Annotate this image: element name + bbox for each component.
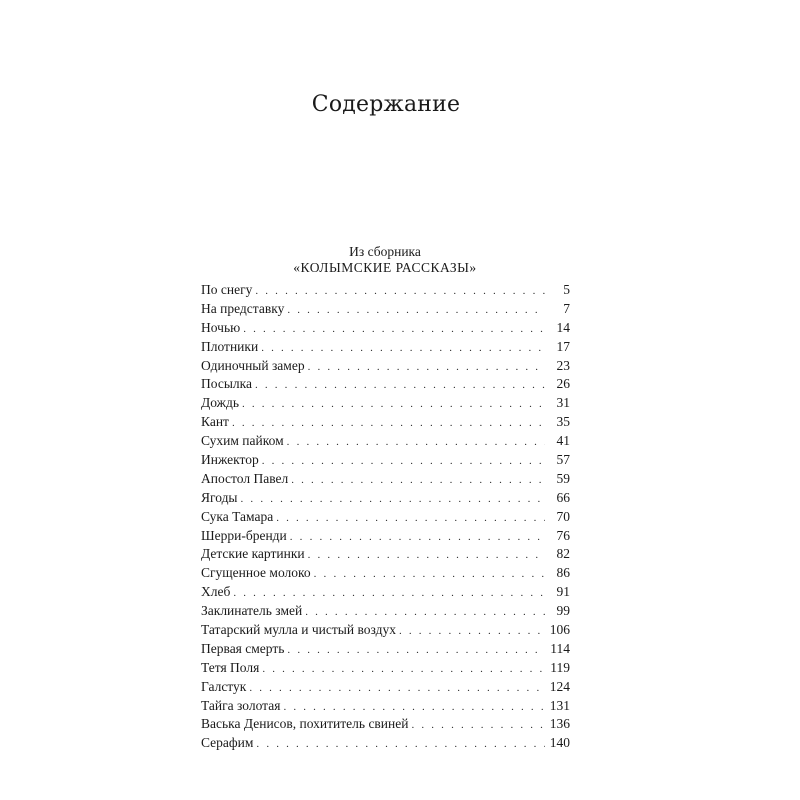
toc-entry-title: Ночью: [201, 319, 241, 335]
toc-entry-page-number: 14: [556, 319, 570, 335]
toc-entry-page-number: 41: [556, 433, 570, 449]
toc-entry-page-number: 140: [549, 735, 570, 751]
toc-entry: [201, 734, 570, 753]
toc-entry: [201, 621, 570, 640]
toc-entry-page-number: 70: [556, 508, 570, 524]
toc-dot-leader: [232, 414, 545, 433]
toc-entry: [201, 319, 570, 338]
toc-entry-title: Апостол Павел: [201, 470, 289, 486]
toc-entry: [201, 394, 570, 413]
toc-entry: [201, 489, 570, 508]
toc-dot-leader: [255, 282, 545, 301]
toc-dot-leader: [242, 395, 545, 414]
toc-entry: [201, 697, 570, 716]
toc-dot-leader: [261, 339, 545, 358]
toc-entry: [201, 451, 570, 470]
toc-entry-page-number: 82: [556, 546, 570, 562]
toc-entry-page-number: 57: [556, 452, 570, 468]
toc-entry-title: По снегу: [201, 282, 253, 297]
toc-entry-page-number: 23: [556, 357, 570, 373]
section-heading: [200, 244, 570, 276]
toc-entry: [201, 715, 570, 734]
toc-entry-page-number: 114: [550, 640, 570, 656]
toc-entry-page-number: 124: [549, 678, 570, 694]
toc-entry-page-number: 131: [549, 697, 570, 713]
toc-dot-leader: [314, 565, 545, 584]
toc-dot-leader: [308, 546, 545, 565]
toc-dot-leader: [291, 471, 545, 490]
section-intro: Из сборника: [349, 244, 421, 259]
toc-entry-title: Плотники: [201, 338, 259, 354]
toc-entry-title: Галстук: [201, 678, 247, 694]
toc-entry: [201, 300, 570, 319]
toc-dot-leader: [287, 433, 545, 452]
toc-entry-title: Хлеб: [201, 584, 231, 600]
toc-dot-leader: [290, 528, 545, 547]
toc-entry-title: На представку: [201, 300, 285, 316]
toc-entry-title: Ягоды: [201, 489, 238, 505]
toc-entry-page-number: 35: [556, 414, 570, 430]
collection-title: «КОЛЫМСКИЕ РАССКАЗЫ»: [293, 260, 477, 275]
toc-dot-leader: [308, 358, 545, 377]
toc-dot-leader: [305, 603, 545, 622]
toc-entry-title: Тетя Поля: [201, 659, 260, 675]
toc-entry-page-number: 136: [549, 716, 570, 732]
toc-dot-leader: [255, 376, 545, 395]
toc-entry: [201, 564, 570, 583]
toc-entry-title: Сука Тамара: [201, 508, 274, 524]
toc-dot-leader: [283, 698, 545, 717]
toc-entry-title: Васька Денисов, похититель свиней: [201, 716, 409, 732]
toc-entry-title: Посылка: [201, 376, 252, 392]
page-title: Содержание: [311, 92, 461, 117]
toc-entry-page-number: 59: [556, 470, 570, 486]
toc-entry-page-number: 99: [556, 603, 570, 619]
toc-entry-page-number: 17: [556, 338, 570, 354]
toc-entry: [201, 413, 570, 432]
toc-entry-page-number: 5: [563, 282, 570, 297]
toc-entry-title: Одиночный замер: [201, 357, 305, 373]
toc-entry-title: Первая смерть: [201, 640, 285, 656]
toc-entry-title: Шерри-бренди: [201, 527, 287, 543]
toc-dot-leader: [411, 716, 545, 735]
toc-entry-title: Тайга золотая: [201, 697, 281, 713]
table-of-contents: [201, 281, 570, 753]
toc-entry-title: Татарский мулла и чистый воздух: [201, 622, 396, 638]
toc-entry-page-number: 91: [556, 584, 570, 600]
toc-entry-page-number: 119: [550, 659, 570, 675]
toc-entry: [201, 545, 570, 564]
toc-entry: [201, 640, 570, 659]
toc-dot-leader: [243, 320, 545, 339]
toc-entry: [201, 470, 570, 489]
toc-entry: [201, 602, 570, 621]
toc-dot-leader: [399, 622, 545, 641]
toc-dot-leader: [276, 509, 545, 528]
toc-entry-page-number: 66: [556, 489, 570, 505]
toc-entry: [201, 583, 570, 602]
toc-entry-page-number: 86: [556, 565, 570, 581]
toc-entry: [201, 678, 570, 697]
toc-entry-title: Серафим: [201, 735, 254, 751]
toc-entry-title: Детские картинки: [201, 546, 305, 562]
toc-entry: [201, 432, 570, 451]
toc-dot-leader: [256, 735, 545, 754]
toc-entry: [201, 508, 570, 527]
toc-entry: [201, 527, 570, 546]
toc-dot-leader: [287, 641, 545, 660]
toc-dot-leader: [233, 584, 545, 603]
toc-entry-page-number: 26: [556, 376, 570, 392]
toc-entry: [201, 375, 570, 394]
toc-entry: [201, 357, 570, 376]
toc-entry-page-number: 7: [563, 300, 570, 316]
toc-dot-leader: [249, 679, 545, 698]
toc-entry-title: Кант: [201, 414, 229, 430]
toc-entry-title: Сгущенное молоко: [201, 565, 311, 581]
toc-entry-page-number: 106: [549, 622, 570, 638]
toc-entry-title: Дождь: [201, 395, 239, 411]
toc-dot-leader: [262, 660, 545, 679]
toc-dot-leader: [241, 490, 545, 509]
toc-entry-page-number: 31: [556, 395, 570, 411]
toc-entry-page-number: 76: [556, 527, 570, 543]
toc-entry-title: Сухим пайком: [201, 433, 284, 449]
toc-entry-title: Заклинатель змей: [201, 603, 303, 619]
toc-entry: [201, 659, 570, 678]
toc-dot-leader: [287, 301, 545, 320]
toc-entry: [201, 281, 570, 300]
toc-entry-title: Инжектор: [201, 452, 259, 468]
toc-dot-leader: [262, 452, 545, 471]
toc-entry: [201, 338, 570, 357]
